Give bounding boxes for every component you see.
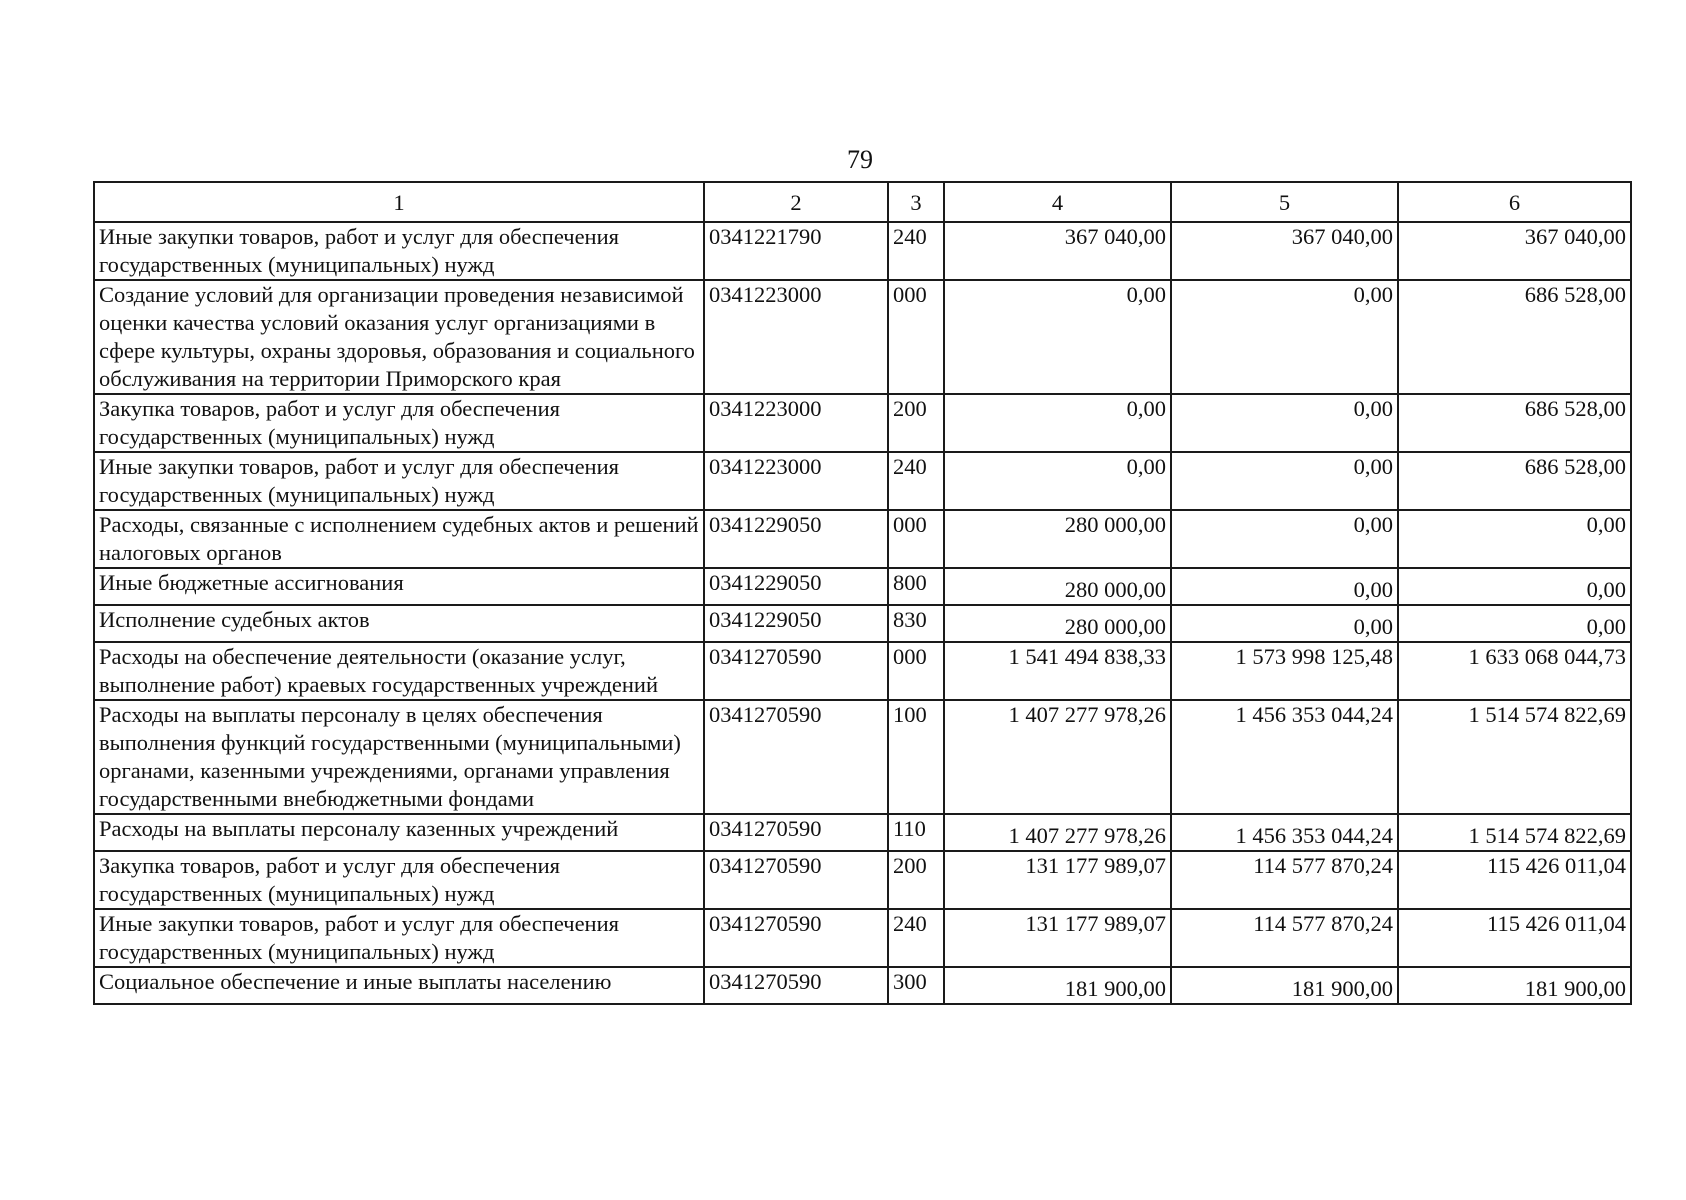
row-kvr: 240 <box>888 909 944 967</box>
table-row <box>94 605 1631 642</box>
row-value-5: 114 577 870,24 <box>1171 851 1398 909</box>
table-row <box>94 909 1631 967</box>
table-row <box>94 851 1631 909</box>
row-value-6: 181 900,00 <box>1398 967 1631 1004</box>
column-header-4: 4 <box>944 182 1171 222</box>
row-name: Расходы на выплаты персоналу казенных учреждений <box>94 814 704 851</box>
table-row <box>94 700 1631 814</box>
row-code: 0341270590 <box>704 642 888 700</box>
row-value-4: 0,00 <box>944 394 1171 452</box>
row-name: Иные закупки товаров, работ и услуг для обеспечения государственных (муниципальных) нужд <box>94 909 704 967</box>
row-value-6: 115 426 011,04 <box>1398 909 1631 967</box>
row-value-4: 0,00 <box>944 280 1171 394</box>
budget-table <box>93 181 1632 1005</box>
table-row <box>94 568 1631 605</box>
row-value-4: 131 177 989,07 <box>944 909 1171 967</box>
row-name: Социальное обеспечение и иные выплаты населению <box>94 967 704 1004</box>
row-value-6: 686 528,00 <box>1398 394 1631 452</box>
row-code: 0341221790 <box>704 222 888 280</box>
row-code: 0341223000 <box>704 280 888 394</box>
row-value-5: 0,00 <box>1171 394 1398 452</box>
row-code: 0341270590 <box>704 700 888 814</box>
row-code: 0341270590 <box>704 909 888 967</box>
column-header-3: 3 <box>888 182 944 222</box>
row-value-6: 686 528,00 <box>1398 280 1631 394</box>
row-kvr: 200 <box>888 851 944 909</box>
row-value-4: 367 040,00 <box>944 222 1171 280</box>
row-value-5: 181 900,00 <box>1171 967 1398 1004</box>
row-kvr: 300 <box>888 967 944 1004</box>
row-value-5: 1 456 353 044,24 <box>1171 814 1398 851</box>
row-value-4: 280 000,00 <box>944 510 1171 568</box>
column-header-1: 1 <box>94 182 704 222</box>
row-value-6: 0,00 <box>1398 510 1631 568</box>
row-code: 0341270590 <box>704 814 888 851</box>
row-value-6: 1 514 574 822,69 <box>1398 814 1631 851</box>
row-value-5: 114 577 870,24 <box>1171 909 1398 967</box>
row-kvr: 110 <box>888 814 944 851</box>
row-kvr: 240 <box>888 222 944 280</box>
row-code: 0341223000 <box>704 452 888 510</box>
table-row <box>94 510 1631 568</box>
row-name: Исполнение судебных актов <box>94 605 704 642</box>
row-name: Иные закупки товаров, работ и услуг для обеспечения государственных (муниципальных) нужд <box>94 222 704 280</box>
row-name: Расходы на обеспечение деятельности (оказание услуг, выполнение работ) краевых государственных учреждений <box>94 642 704 700</box>
table-row <box>94 967 1631 1004</box>
row-kvr: 000 <box>888 280 944 394</box>
row-code: 0341223000 <box>704 394 888 452</box>
row-value-4: 280 000,00 <box>944 605 1171 642</box>
row-value-6: 115 426 011,04 <box>1398 851 1631 909</box>
row-name: Иные закупки товаров, работ и услуг для обеспечения государственных (муниципальных) нужд <box>94 452 704 510</box>
row-value-5: 1 573 998 125,48 <box>1171 642 1398 700</box>
row-value-5: 0,00 <box>1171 452 1398 510</box>
row-value-5: 0,00 <box>1171 280 1398 394</box>
row-value-5: 0,00 <box>1171 605 1398 642</box>
header-row <box>94 182 1631 222</box>
row-name: Закупка товаров, работ и услуг для обеспечения государственных (муниципальных) нужд <box>94 394 704 452</box>
row-value-5: 367 040,00 <box>1171 222 1398 280</box>
table-row <box>94 222 1631 280</box>
page-number: 79 <box>847 145 873 174</box>
row-code: 0341229050 <box>704 605 888 642</box>
row-value-4: 0,00 <box>944 452 1171 510</box>
row-code: 0341270590 <box>704 967 888 1004</box>
row-value-5: 1 456 353 044,24 <box>1171 700 1398 814</box>
table-row <box>94 814 1631 851</box>
table-row <box>94 452 1631 510</box>
row-name: Иные бюджетные ассигнования <box>94 568 704 605</box>
row-value-6: 0,00 <box>1398 605 1631 642</box>
row-value-6: 1 633 068 044,73 <box>1398 642 1631 700</box>
row-kvr: 240 <box>888 452 944 510</box>
table-row <box>94 280 1631 394</box>
row-name: Расходы, связанные с исполнением судебных актов и решений налоговых органов <box>94 510 704 568</box>
row-code: 0341270590 <box>704 851 888 909</box>
row-value-4: 1 407 277 978,26 <box>944 700 1171 814</box>
row-value-6: 367 040,00 <box>1398 222 1631 280</box>
row-value-6: 0,00 <box>1398 568 1631 605</box>
row-name: Расходы на выплаты персоналу в целях обеспечения выполнения функций государственными (муниципальными) органами, казенными учреждениями, органами управления государственными внебюджетными фондами <box>94 700 704 814</box>
row-kvr: 100 <box>888 700 944 814</box>
row-value-5: 0,00 <box>1171 510 1398 568</box>
row-code: 0341229050 <box>704 510 888 568</box>
row-kvr: 830 <box>888 605 944 642</box>
column-header-5: 5 <box>1171 182 1398 222</box>
row-name: Закупка товаров, работ и услуг для обеспечения государственных (муниципальных) нужд <box>94 851 704 909</box>
row-value-4: 280 000,00 <box>944 568 1171 605</box>
row-value-4: 131 177 989,07 <box>944 851 1171 909</box>
table-row <box>94 394 1631 452</box>
row-kvr: 800 <box>888 568 944 605</box>
row-value-4: 1 407 277 978,26 <box>944 814 1171 851</box>
row-code: 0341229050 <box>704 568 888 605</box>
row-value-6: 686 528,00 <box>1398 452 1631 510</box>
row-kvr: 000 <box>888 510 944 568</box>
row-value-4: 1 541 494 838,33 <box>944 642 1171 700</box>
row-kvr: 000 <box>888 642 944 700</box>
column-header-2: 2 <box>704 182 888 222</box>
row-value-6: 1 514 574 822,69 <box>1398 700 1631 814</box>
row-kvr: 200 <box>888 394 944 452</box>
row-name: Создание условий для организации проведения независимой оценки качества условий оказания услуг организациями в сфере культуры, охраны здоровья, образования и социального обслуживания на территории Приморского края <box>94 280 704 394</box>
table-row <box>94 642 1631 700</box>
column-header-6: 6 <box>1398 182 1631 222</box>
row-value-5: 0,00 <box>1171 568 1398 605</box>
row-value-4: 181 900,00 <box>944 967 1171 1004</box>
